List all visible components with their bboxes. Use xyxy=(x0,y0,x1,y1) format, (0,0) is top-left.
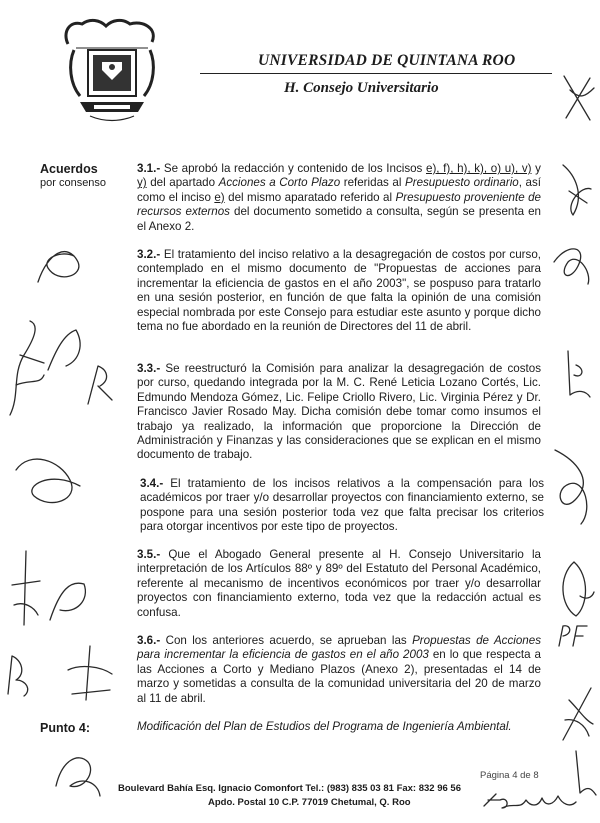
signature-right-4 xyxy=(560,345,596,405)
signature-left-7 xyxy=(40,570,100,630)
signature-right-6 xyxy=(552,556,598,626)
page-number: Página 4 de 8 xyxy=(480,770,539,781)
signature-right-1 xyxy=(560,70,598,130)
agreement-3-1: 3.1.- Se aprobó la redacción y contenido de los Incisos e), f), h), k), o) u), v) y y) del apartado Acciones a Corto Plazo referidas al Presupuesto ordinario, así como el inciso e) del mismo aparatado referido al Presupuesto proveniente de recursos externos del documento sometido a consulta, según se presenta en el Anexo 2. xyxy=(137,162,541,233)
document-title: UNIVERSIDAD DE QUINTANA ROO xyxy=(258,52,516,69)
signature-left-10 xyxy=(48,746,108,806)
university-crest-logo xyxy=(60,14,164,126)
document-subtitle: H. Consejo Universitario xyxy=(284,80,439,96)
signature-left-9 xyxy=(60,640,120,710)
signature-left-4 xyxy=(78,360,118,410)
acuerdos-sublabel: por consenso xyxy=(40,177,107,189)
signature-bottom xyxy=(480,786,580,816)
agreement-3-5: 3.5.- Que el Abogado General presente al H. Consejo Universitario la interpretación de los Artículos 88º y 89º del Estatuto del Personal Académico, referente al mecanismo de incentivos económicos por traer y/o desarrollar proyectos con financiamiento externo, toda vez que la redacción actual es confusa. xyxy=(137,548,541,619)
signature-left-5 xyxy=(10,440,90,520)
signature-right-3 xyxy=(548,232,598,292)
header-divider xyxy=(200,73,552,74)
punto-4-text: Modificación del Plan de Estudios del Programa de Ingeniería Ambiental. xyxy=(137,720,512,733)
agreement-3-2: 3.2.- El tratamiento del inciso relativo a la desagregación de costos por curso, contemplado en el mismo documento de "Propuestas de acciones para incrementar la eficiencia de gastos en el año 2003", se pospuso para tratarlo en una sesión posterior, en función de que falta la opinión de una comisión especial nombrada por este Consejo para estudiar este asunto y porque dicho tema no fue abordado en la reunión de Directores del 11 de abril. xyxy=(137,248,541,334)
signature-right-7 xyxy=(555,680,599,750)
signature-right-5 xyxy=(545,440,599,530)
signature-right-2 xyxy=(555,155,597,225)
footer-address-line-2: Apdo. Postal 10 C.P. 77019 Chetumal, Q. Roo xyxy=(208,797,411,808)
initials-pf xyxy=(555,622,595,652)
punto-4-label: Punto 4: xyxy=(40,721,90,735)
acuerdos-heading: Acuerdos xyxy=(40,162,98,176)
agreement-3-4: 3.4.- El tratamiento de los incisos relativos a la compensación para los académicos por traer y/o desarrollar proyectos con financiamiento externo, se pospone para una sesión posterior toda vez que falta precisar los criterios para otorgar incentivos por este tipo de proyectos. xyxy=(140,477,544,534)
signature-left-8 xyxy=(2,650,42,700)
acuerdos-label xyxy=(40,162,98,176)
footer-address-line-1: Boulevard Bahía Esq. Ignacio Comonfort Tel.: (983) 835 03 81 Fax: 832 96 56 xyxy=(118,783,462,794)
agreement-3-6: 3.6.- Con los anteriores acuerdo, se aprueban las Propuestas de Acciones para incrementar la eficiencia de gastos en el año 2003 en lo que respecta a las Acciones a Corto y Mediano Plazos (Anexo 2), presentadas el 14 de marzo y sometidas a consulta de la comunidad universitaria del 20 de marzo al 11 de abril. xyxy=(137,634,541,705)
agreement-3-3: 3.3.- Se reestructuró la Comisión para analizar la desagregación de costos por curso, quedando integrada por la M. C. René Leticia Lozano Cortés, Lic. Edmundo Mendoza Gómez, Lic. Felipe Criollo Rivero, Lic. Virginia Pérez y Dr. Francisco Javier Rosado May. Dicha comisión debe tomar como insumos el trabajo ya realizado, la información que proporcione la Dirección de Administración y Finanzas y las consideraciones que se explican en el mismo documento de trabajo. xyxy=(137,362,541,462)
signature-left-1 xyxy=(28,232,88,292)
